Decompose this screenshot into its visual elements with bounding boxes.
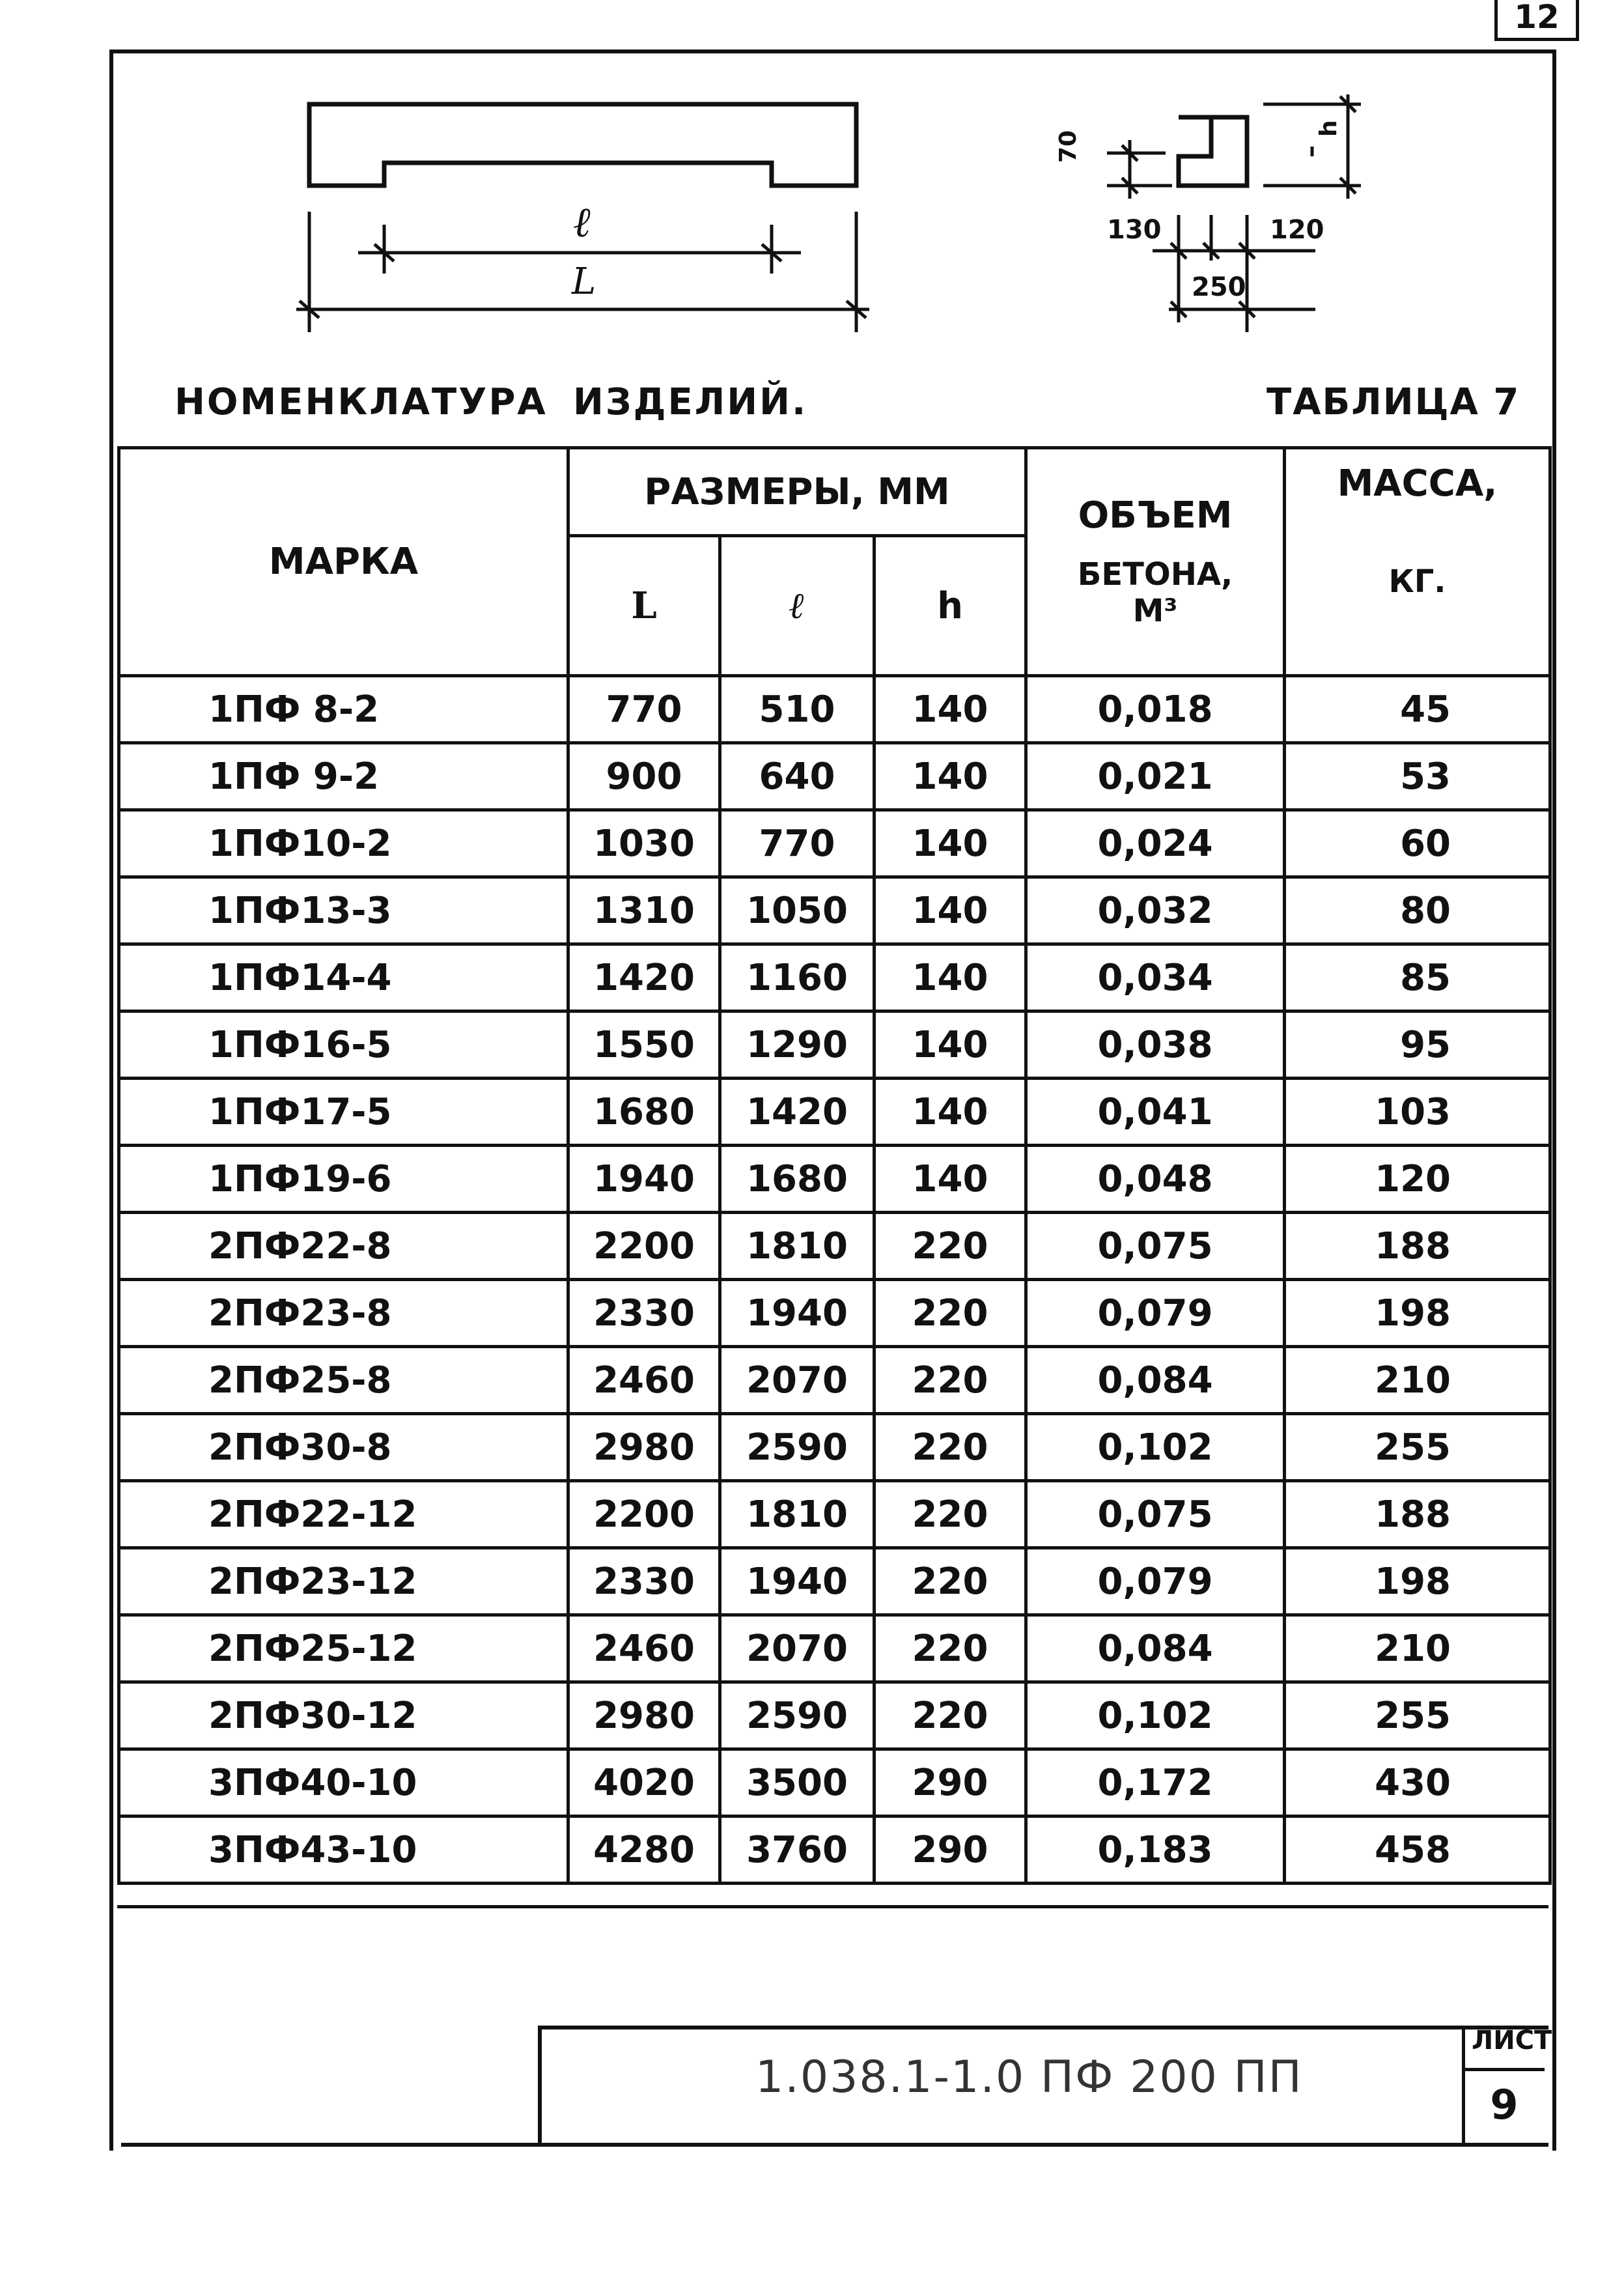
section-dim-250: 250 <box>1192 272 1246 302</box>
cell-L: 2330 <box>568 1280 720 1347</box>
header-h: h <box>875 536 1026 676</box>
cell-volume: 0,084 <box>1026 1347 1285 1414</box>
table-row <box>119 877 1550 944</box>
table-bottom-rule <box>117 1905 1548 1908</box>
cell-h: 140 <box>875 1011 1026 1079</box>
cell-l: 1290 <box>720 1011 875 1079</box>
cell-h: 220 <box>875 1347 1026 1414</box>
header-volume-line1: ОБЪЕМ <box>1078 494 1233 537</box>
cell-l: 2070 <box>720 1347 875 1414</box>
cell-mass: 210 <box>1285 1615 1550 1682</box>
table-row <box>119 743 1550 810</box>
header-L: L <box>568 536 720 676</box>
cell-l: 2070 <box>720 1615 875 1682</box>
cell-mark: 1ПФ19-6 <box>119 1146 568 1213</box>
table-row <box>119 1079 1550 1146</box>
cell-h: 220 <box>875 1213 1026 1280</box>
sheet-number-top: 12 <box>1494 0 1579 41</box>
cell-L: 2980 <box>568 1414 720 1481</box>
cell-mark: 2ПФ30-8 <box>119 1414 568 1481</box>
cell-mark: 1ПФ17-5 <box>119 1079 568 1146</box>
cell-volume: 0,172 <box>1026 1749 1285 1816</box>
cell-h: 140 <box>875 743 1026 810</box>
cell-h: 140 <box>875 1079 1026 1146</box>
cell-mass: 255 <box>1285 1682 1550 1749</box>
cell-L: 1680 <box>568 1079 720 1146</box>
dim-label-L: L <box>572 261 596 303</box>
nomenclature-table <box>117 446 1552 1885</box>
cell-l: 1940 <box>720 1280 875 1347</box>
cell-mark: 2ПФ23-8 <box>119 1280 568 1347</box>
cell-h: 140 <box>875 676 1026 743</box>
table-row <box>119 676 1550 743</box>
cell-L: 2330 <box>568 1548 720 1615</box>
cell-volume: 0,075 <box>1026 1213 1285 1280</box>
cell-mass: 53 <box>1285 743 1550 810</box>
cell-h: 290 <box>875 1816 1026 1884</box>
cell-L: 2200 <box>568 1481 720 1548</box>
cell-volume: 0,024 <box>1026 810 1285 877</box>
cell-l: 2590 <box>720 1414 875 1481</box>
cell-l: 640 <box>720 743 875 810</box>
cell-volume: 0,021 <box>1026 743 1285 810</box>
header-mass-line2: КГ. <box>1388 563 1446 600</box>
header-sizes: РАЗМЕРЫ, ММ <box>568 448 1026 536</box>
cell-volume: 0,018 <box>1026 676 1285 743</box>
header-volume-line3: М³ <box>1132 593 1178 629</box>
cell-L: 900 <box>568 743 720 810</box>
cell-l: 770 <box>720 810 875 877</box>
document-code: 1.038.1-1.0 ПФ 200 ПП <box>755 2052 1303 2103</box>
cell-mass: 430 <box>1285 1749 1550 1816</box>
cell-volume: 0,079 <box>1026 1548 1285 1615</box>
table-row <box>119 1414 1550 1481</box>
cell-mass: 188 <box>1285 1213 1550 1280</box>
title-nomenclature: НОМЕНКЛАТУРА <box>175 381 548 423</box>
cell-h: 140 <box>875 810 1026 877</box>
cell-l: 510 <box>720 676 875 743</box>
cell-mark: 1ПФ10-2 <box>119 810 568 877</box>
cell-mark: 1ПФ14-4 <box>119 944 568 1011</box>
cell-L: 2460 <box>568 1347 720 1414</box>
cell-volume: 0,034 <box>1026 944 1285 1011</box>
cell-l: 1680 <box>720 1146 875 1213</box>
cell-volume: 0,075 <box>1026 1481 1285 1548</box>
table-row <box>119 1749 1550 1816</box>
sheet-value: 9 <box>1490 2081 1519 2128</box>
cell-mass: 85 <box>1285 944 1550 1011</box>
cell-h: 220 <box>875 1615 1026 1682</box>
cell-L: 4280 <box>568 1816 720 1884</box>
table-row <box>119 810 1550 877</box>
cell-h: 140 <box>875 877 1026 944</box>
cell-mass: 255 <box>1285 1414 1550 1481</box>
section-dim-120: 120 <box>1270 215 1324 245</box>
cell-mark: 3ПФ40-10 <box>119 1749 568 1816</box>
cell-mark: 2ПФ22-8 <box>119 1213 568 1280</box>
cell-h: 220 <box>875 1548 1026 1615</box>
table-row <box>119 1682 1550 1749</box>
cell-mark: 2ПФ25-12 <box>119 1615 568 1682</box>
cell-mark: 2ПФ22-12 <box>119 1481 568 1548</box>
cell-mass: 103 <box>1285 1079 1550 1146</box>
cell-l: 1810 <box>720 1213 875 1280</box>
cell-l: 2590 <box>720 1682 875 1749</box>
cell-volume: 0,079 <box>1026 1280 1285 1347</box>
table-row <box>119 1548 1550 1615</box>
table-row <box>119 1816 1550 1884</box>
cell-L: 2200 <box>568 1213 720 1280</box>
cell-mark: 1ПФ 8-2 <box>119 676 568 743</box>
table-row <box>119 1481 1550 1548</box>
title-items: ИЗДЕЛИЙ. <box>573 381 808 423</box>
sheet-cell-divider <box>1462 2068 1545 2071</box>
cell-volume: 0,102 <box>1026 1682 1285 1749</box>
cell-L: 2460 <box>568 1615 720 1682</box>
cell-mass: 95 <box>1285 1011 1550 1079</box>
header-mass-line1: МАССА, <box>1337 462 1498 505</box>
header-l: ℓ <box>720 536 875 676</box>
cell-mass: 188 <box>1285 1481 1550 1548</box>
table-row <box>119 944 1550 1011</box>
cell-mass: 198 <box>1285 1548 1550 1615</box>
cell-mass: 210 <box>1285 1347 1550 1414</box>
header-volume <box>1026 448 1285 676</box>
cell-volume: 0,084 <box>1026 1615 1285 1682</box>
cell-volume: 0,041 <box>1026 1079 1285 1146</box>
cell-mass: 60 <box>1285 810 1550 877</box>
table-row <box>119 1011 1550 1079</box>
cell-h: 220 <box>875 1481 1026 1548</box>
cell-volume: 0,038 <box>1026 1011 1285 1079</box>
cell-l: 3760 <box>720 1816 875 1884</box>
table-row <box>119 1615 1550 1682</box>
cell-l: 1810 <box>720 1481 875 1548</box>
cell-mass: 198 <box>1285 1280 1550 1347</box>
cell-mass: 458 <box>1285 1816 1550 1884</box>
cell-l: 3500 <box>720 1749 875 1816</box>
cell-l: 1160 <box>720 944 875 1011</box>
cell-mark: 1ПФ13-3 <box>119 877 568 944</box>
cell-L: 1940 <box>568 1146 720 1213</box>
table-row <box>119 1146 1550 1213</box>
cell-L: 770 <box>568 676 720 743</box>
cell-volume: 0,032 <box>1026 877 1285 944</box>
cell-mark: 3ПФ43-10 <box>119 1816 568 1884</box>
cell-mark: 2ПФ30-12 <box>119 1682 568 1749</box>
cell-volume: 0,183 <box>1026 1816 1285 1884</box>
cell-l: 1940 <box>720 1548 875 1615</box>
cell-L: 4020 <box>568 1749 720 1816</box>
cell-l: 1050 <box>720 877 875 944</box>
cell-mass: 45 <box>1285 676 1550 743</box>
header-volume-line2: БЕТОНА, <box>1077 556 1233 593</box>
header-mark: МАРКА <box>119 448 568 676</box>
cell-L: 1310 <box>568 877 720 944</box>
section-dim-130: 130 <box>1107 215 1162 245</box>
table-row <box>119 1347 1550 1414</box>
cell-h: 220 <box>875 1682 1026 1749</box>
cell-volume: 0,102 <box>1026 1414 1285 1481</box>
dim-label-l: ℓ <box>573 199 591 247</box>
cell-L: 1550 <box>568 1011 720 1079</box>
table-row <box>119 1280 1550 1347</box>
table-number: ТАБЛИЦА 7 <box>1267 381 1520 423</box>
cell-h: 220 <box>875 1280 1026 1347</box>
cell-mark: 2ПФ23-12 <box>119 1548 568 1615</box>
section-dim-h: h <box>1315 120 1342 137</box>
cell-mark: 1ПФ16-5 <box>119 1011 568 1079</box>
cell-volume: 0,048 <box>1026 1146 1285 1213</box>
cell-h: 140 <box>875 944 1026 1011</box>
cell-l: 1420 <box>720 1079 875 1146</box>
cell-mark: 2ПФ25-8 <box>119 1347 568 1414</box>
cell-h: 220 <box>875 1414 1026 1481</box>
cell-mark: 1ПФ 9-2 <box>119 743 568 810</box>
cell-L: 2980 <box>568 1682 720 1749</box>
section-dim-70: 70 <box>1055 130 1082 163</box>
header-mass <box>1285 448 1550 676</box>
table-row <box>119 1213 1550 1280</box>
cell-L: 1420 <box>568 944 720 1011</box>
cell-h: 290 <box>875 1749 1026 1816</box>
cell-mass: 80 <box>1285 877 1550 944</box>
cell-L: 1030 <box>568 810 720 877</box>
cell-mass: 120 <box>1285 1146 1550 1213</box>
sheet-label: ЛИСТ <box>1472 2026 1552 2056</box>
cell-h: 140 <box>875 1146 1026 1213</box>
